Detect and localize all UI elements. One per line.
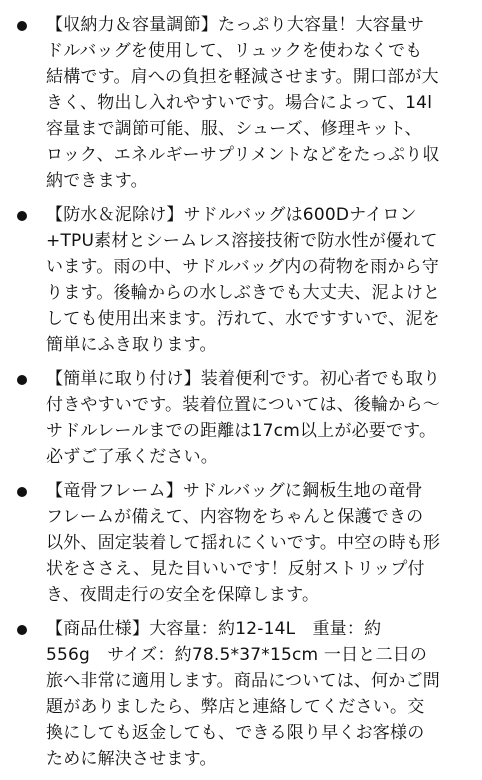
text-line: 【商品仕様】大容量：約12-14L 重量：約	[46, 619, 382, 639]
bullet-icon	[17, 487, 27, 497]
feature-item-specs	[0, 616, 482, 772]
feature-item-frame	[0, 478, 482, 608]
text-line: しても使用出来ます。汚れて、水ですすいで、泥を	[46, 309, 440, 329]
bullet-icon	[17, 211, 27, 221]
text-line: 旅へ非常に適用します。商品については、何かご問	[46, 671, 440, 691]
text-line: +TPU素材とシームレス溶接技術で防水性が優れて	[46, 231, 438, 251]
feature-item-waterproof	[0, 202, 482, 358]
text-line: います。雨の中、サドルバッグ内の荷物を雨から守	[46, 257, 440, 277]
text-line: 題がありましたら、弊店と連絡してください。交	[46, 697, 425, 717]
text-line: 556g サイズ：約78.5*37*15cm 一日と二日の	[46, 645, 428, 665]
text-line: 納できます。	[46, 171, 148, 191]
text-line: サドルレールまでの距離は17cm以上が必要です。	[46, 421, 437, 441]
text-line: 以外、固定装着して揺れにくいです。中空の時も形	[46, 533, 441, 553]
feature-list	[0, 12, 482, 772]
text-line: ります。後輪からの水しぶきでも大丈夫、泥よけと	[46, 283, 441, 303]
text-line: ロック、エネルギーサプリメントなどをたっぷり収	[46, 145, 440, 165]
text-line: 【防水＆泥除け】サドルバッグは600Dナイロン	[46, 205, 417, 225]
text-line: フレームが備えて、内容物をちゃんと保護できの	[46, 507, 424, 527]
text-line: ために解決させます。	[46, 749, 217, 769]
bullet-icon	[17, 375, 27, 385]
text-line: 簡単にふき取ります。	[46, 335, 217, 355]
text-line: 容量まで調節可能、服、シューズ、修理キット、	[46, 119, 422, 139]
text-line: 結構です。肩への負担を軽減させます。開口部が大	[46, 67, 439, 87]
bullet-icon	[17, 625, 27, 635]
feature-item-storage	[0, 12, 482, 194]
text-line: き、夜間走行の安全を保障します。	[46, 585, 320, 605]
text-line: きく、物出し入れやすいです。場合によって、14l	[46, 93, 433, 113]
text-line: 【竜骨フレーム】サドルバッグに鋼板生地の竜骨	[46, 481, 423, 501]
product-description	[0, 12, 482, 780]
text-line: ドルバッグを使用して、リュックを使わなくでも	[46, 41, 423, 61]
text-line: 付きやすいです。装着位置については、後輪から〜	[46, 395, 440, 415]
feature-item-installation	[0, 366, 482, 470]
text-line: 状をささえ、見た目いいです！反射ストリップ付	[46, 559, 425, 579]
text-line: 換にしても返金しても、できる限り早くお客様の	[46, 723, 425, 743]
text-line: 【簡単に取り付け】装着便利です。初心者でも取り	[46, 369, 441, 389]
text-line: 【収納力＆容量調節】たっぷり大容量！大容量サ	[46, 15, 425, 35]
bullet-icon	[17, 21, 27, 31]
text-line: 必ずご了承ください。	[46, 447, 218, 467]
